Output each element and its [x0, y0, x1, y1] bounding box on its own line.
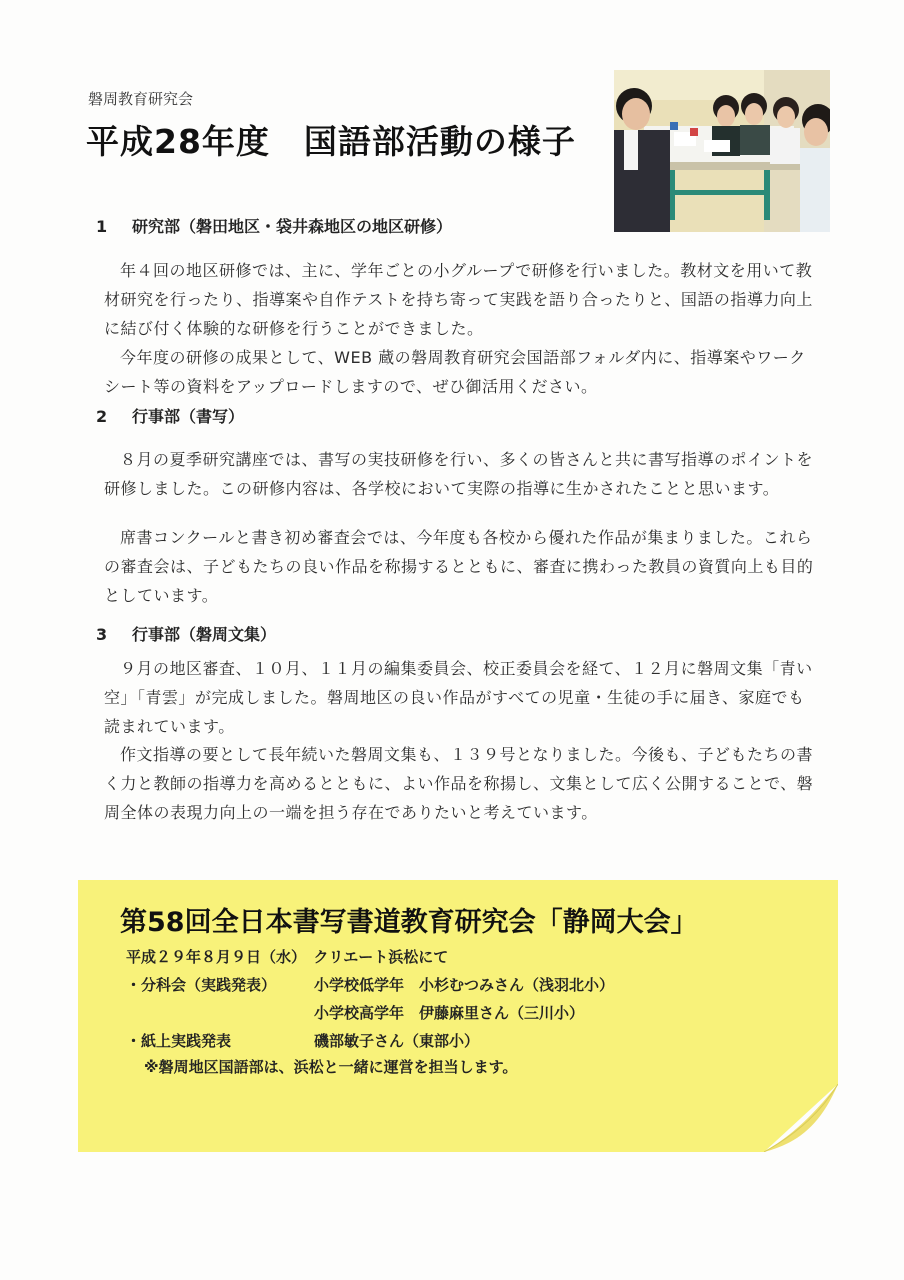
- paragraph: 作文指導の要として長年続いた磐周文集も、１３９号となりました。今後も、子どもたちの書く力と教師の指導力を高めるとともに、よい作品を称揚し、文集として広く公開することで、磐周全体の表現力向上の一端を担う存在でありたいと考えています。: [104, 745, 814, 822]
- bunkakai-entry: 小学校低学年 小杉むつみさん（浅羽北小）: [314, 976, 615, 994]
- paragraph: ９月の地区審査、１０月、１１月の編集委員会、校正委員会を経て、１２月に磐周文集「青い空」「青雲」が完成しました。磐周地区の良い作品がすべての児童・生徒の手に届き、家庭でも読まれています。: [104, 659, 813, 736]
- convention-notice: [78, 880, 838, 1152]
- section-number: 1: [96, 217, 108, 236]
- section-title: 研究部（磐田地区・袋井森地区の地区研修）: [132, 217, 453, 236]
- section-heading-3: [96, 622, 276, 645]
- section-heading-1: [96, 214, 452, 237]
- section-title: 行事部（書写）: [132, 407, 245, 426]
- section-number: 3: [96, 625, 108, 644]
- paragraph: 席書コンクールと書き初め審査会では、今年度も各校から優れた作品が集まりました。これらの審査会は、子どもたちの良い作品を称揚するとともに、審査に携わった教員の資質向上も目的としています。: [104, 528, 814, 605]
- paragraph: 年４回の地区研修では、主に、学年ごとの小グループで研修を行いました。教材文を用いて教材研究を行ったり、指導案や自作テストを持ち寄って実践を語り合ったりと、国語の指導力向上に結び付く体験的な研修を行うことができました。: [104, 261, 813, 338]
- page-curl-icon: [764, 1084, 838, 1152]
- paper-label: ・紙上実践発表: [126, 1032, 232, 1050]
- bunkakai-label: ・分科会（実践発表）: [126, 976, 277, 994]
- section-title: 行事部（磐周文集）: [132, 625, 277, 644]
- meeting-photo: [614, 70, 830, 232]
- organization-name: 磐周教育研究会: [88, 90, 194, 108]
- paragraph: ８月の夏季研究講座では、書写の実技研修を行い、多くの皆さんと共に書写指導のポイントを研修しました。この研修内容は、各学校において実際の指導に生かされたことと思います。: [104, 450, 814, 498]
- bunkakai-entry: 小学校高学年 伊藤麻里さん（三川小）: [314, 1004, 585, 1022]
- notice-title: 第58回全日本書写書道教育研究会「静岡大会」: [120, 907, 698, 938]
- paper-entry: 磯部敏子さん（東部小）: [314, 1032, 480, 1050]
- notice-date-line: 平成２９年８月９日（水） クリエート浜松にて: [126, 948, 449, 966]
- paragraph: 今年度の研修の成果として、WEB 蔵の磐周教育研究会国語部フォルダ内に、指導案やワークシート等の資料をアップロードしますので、ぜひ御活用ください。: [104, 348, 806, 396]
- notice-footnote: ※磐周地区国語部は、浜松と一緒に運営を担当します。: [144, 1058, 518, 1076]
- page-title: 平成28年度 国語部活動の様子: [86, 122, 576, 161]
- section-heading-2: [96, 404, 244, 427]
- section-number: 2: [96, 407, 108, 426]
